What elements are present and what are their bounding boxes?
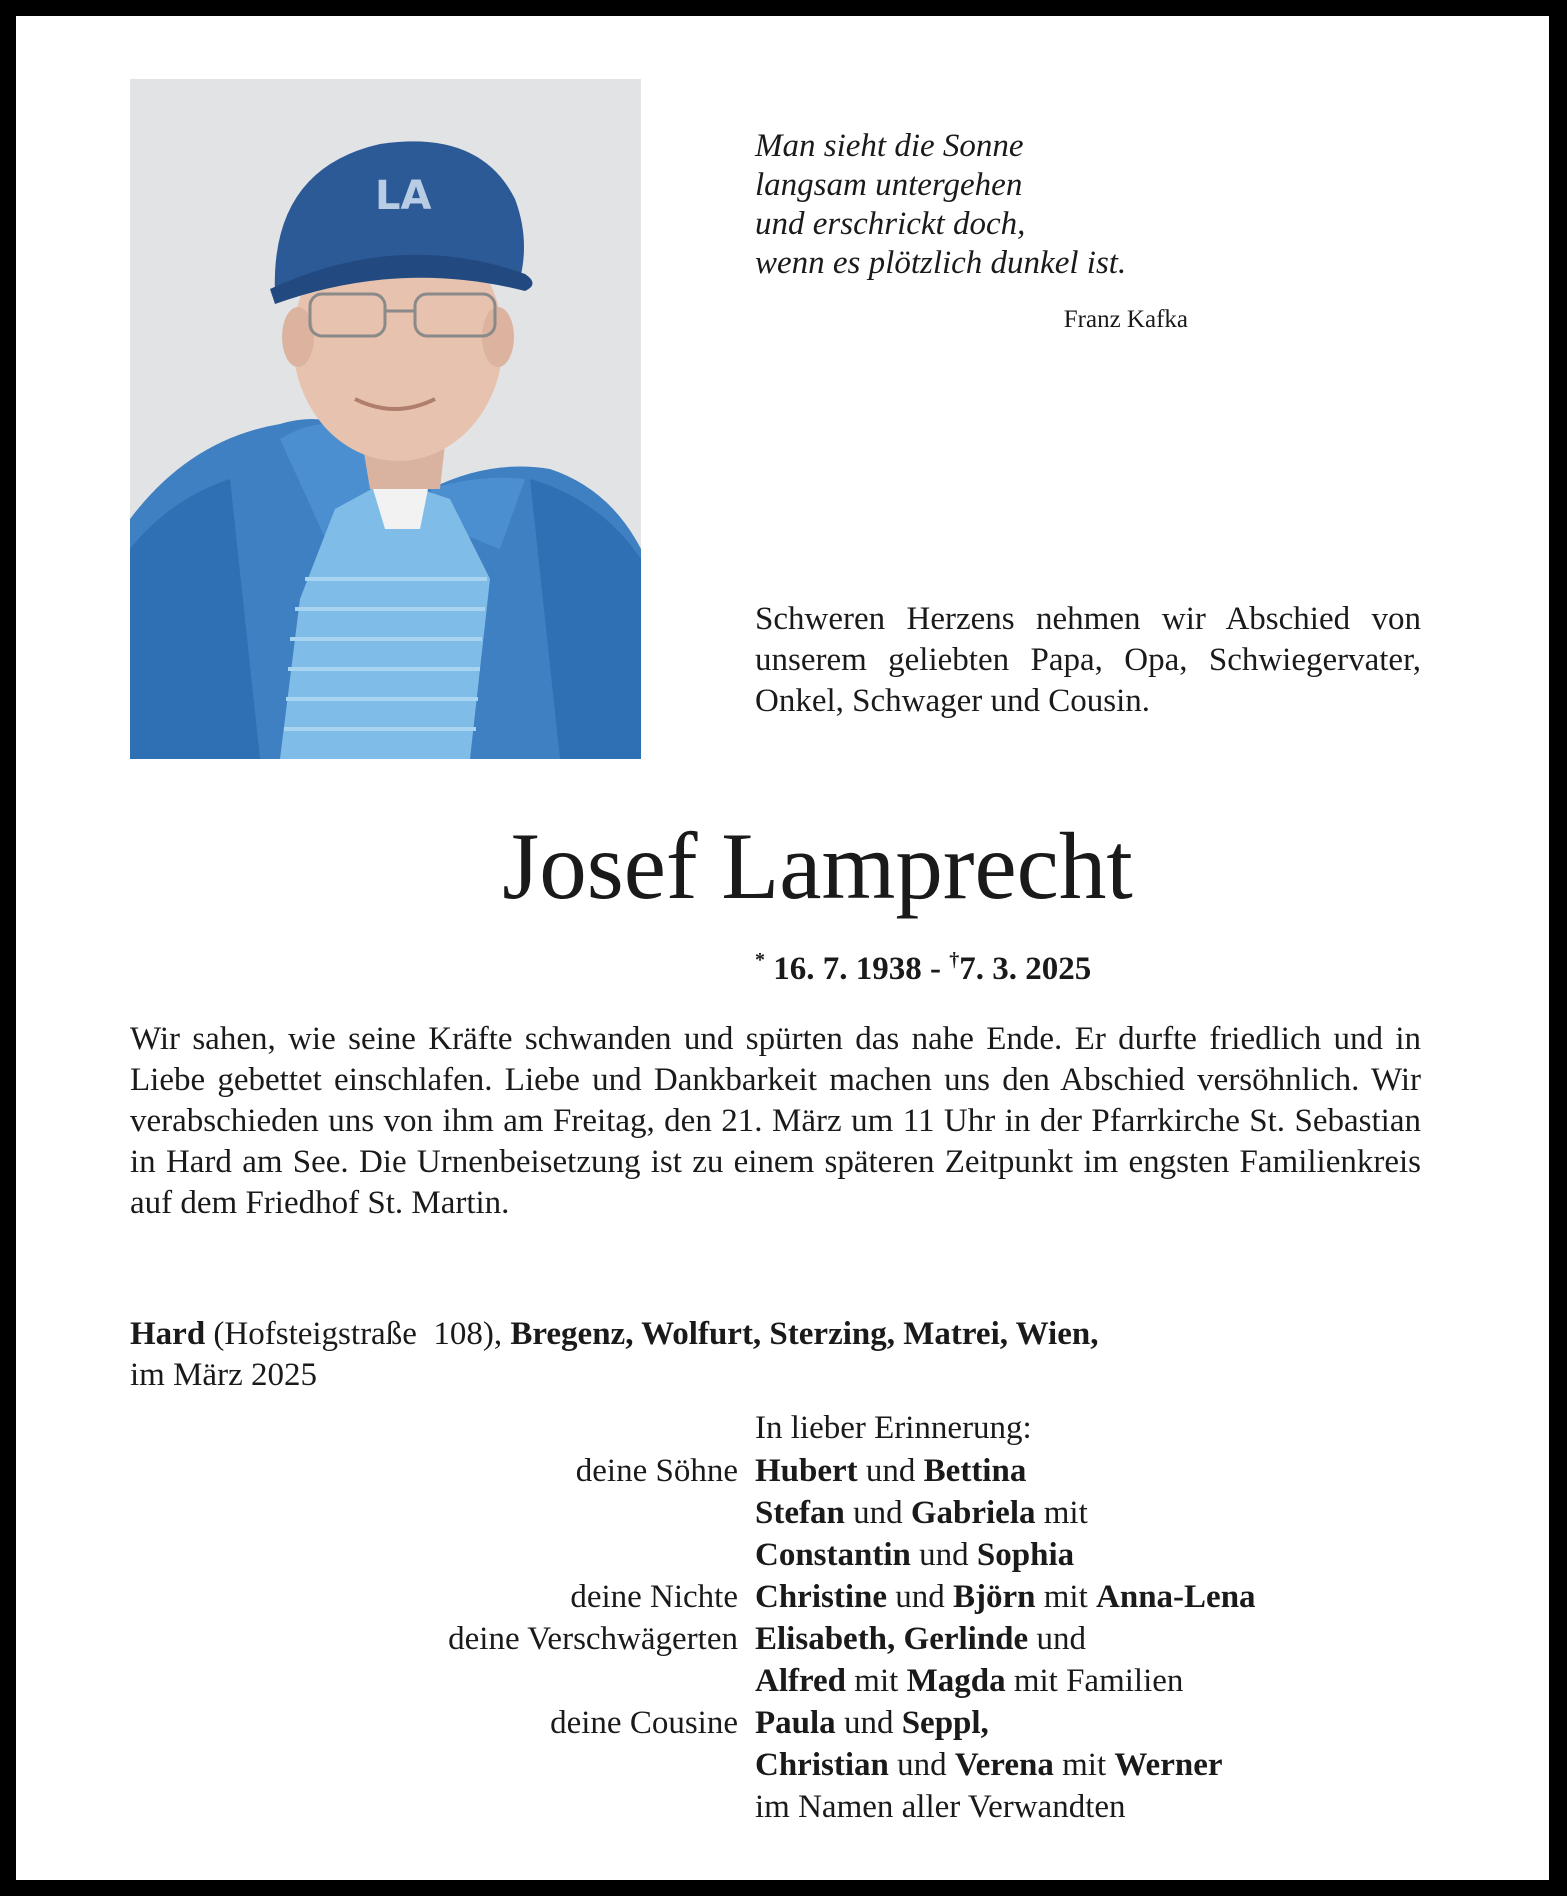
relative-name: Paula — [755, 1705, 836, 1741]
places-block — [130, 1314, 1430, 1396]
place-hard: Hard — [130, 1316, 206, 1352]
relation-names — [755, 1493, 1088, 1535]
relation-names — [755, 1661, 1183, 1703]
deceased-name: Josef Lamprecht — [502, 813, 1133, 919]
relative-name: Gabriela — [910, 1495, 1036, 1531]
connector: mit — [846, 1663, 907, 1699]
relative-name: Björn — [953, 1579, 1036, 1615]
relative-name: Christine — [755, 1579, 887, 1615]
connector: und — [1028, 1621, 1086, 1657]
connector: und — [857, 1453, 924, 1489]
memory-heading: In lieber Erinnerung: — [755, 1410, 1032, 1446]
relative-name: Sophia — [976, 1537, 1075, 1573]
death-symbol: † — [949, 949, 960, 971]
relation-names — [755, 1451, 1026, 1493]
relative-name: Werner — [1114, 1747, 1223, 1783]
portrait-photo — [130, 79, 641, 759]
relation-names — [755, 1703, 989, 1745]
closing-line: im Namen aller Verwandten — [755, 1789, 1126, 1825]
relative-name: Elisabeth, Gerlinde — [755, 1621, 1029, 1657]
relative-name: Magda — [906, 1663, 1006, 1699]
connector: mit — [1035, 1495, 1088, 1531]
connector: mit — [1053, 1747, 1115, 1783]
life-dates — [755, 951, 1255, 988]
relation-names — [755, 1535, 1074, 1577]
birth-date: 16. 7. 1938 — [773, 951, 922, 987]
relative-name: Bettina — [923, 1453, 1027, 1489]
relation-label-sons: deine Söhne — [575, 1453, 738, 1489]
connector: und — [835, 1705, 902, 1741]
relative-name: Alfred — [755, 1663, 847, 1699]
quote-author: Franz Kafka — [1063, 306, 1188, 333]
date-separator: - — [930, 951, 941, 987]
quote-line: wenn es plötzlich dunkel ist. — [755, 245, 1127, 281]
birth-symbol: * — [755, 949, 765, 971]
connector: mit — [1035, 1579, 1097, 1615]
kafka-quote — [755, 127, 1255, 283]
relative-name: Seppl, — [901, 1705, 989, 1741]
relation-label-cousin: deine Cousine — [550, 1705, 738, 1741]
intro-text: Schweren Herzens nehmen wir Abschied von unserem geliebten Papa, Opa, Schwiegervater, Onkel, Schwager und Cousin. — [755, 601, 1421, 719]
relative-name: Constantin — [755, 1537, 911, 1573]
place-date: im März 2025 — [130, 1357, 317, 1393]
relative-name: Stefan — [755, 1495, 845, 1531]
relation-label-niece: deine Nichte — [570, 1579, 738, 1615]
quote-line: Man sieht die Sonne — [755, 128, 1024, 164]
relative-name: Hubert — [755, 1453, 858, 1489]
relation-names — [755, 1577, 1256, 1619]
relation-label-inlaws: deine Verschwägerten — [448, 1621, 738, 1657]
connector: und — [888, 1747, 955, 1783]
svg-text:LA: LA — [375, 173, 432, 219]
body-text: Wir sahen, wie seine Kräfte schwanden und spürten das nahe Ende. Er durfte friedlich und in Liebe gebettet einschlafen. Liebe und Dankbarkeit machen uns den Abschied versöhnlich. Wir verabschieden uns von ihm am Freitag, den 21. März um 11 Uhr in der Pfarrkirche St. Sebastian in Hard am See. Die Urnenbeisetzung ist zu einem späteren Zeitpunkt im engsten Familienkreis auf dem Friedhof St. Martin. — [130, 1021, 1421, 1221]
relative-name: Christian — [755, 1747, 889, 1783]
connector: und — [844, 1495, 911, 1531]
relative-name: Verena — [954, 1747, 1054, 1783]
connector: und — [910, 1537, 977, 1573]
connector: mit Familien — [1005, 1663, 1184, 1699]
death-date: 7. 3. 2025 — [959, 951, 1092, 987]
relation-names — [755, 1745, 1223, 1787]
quote-line: langsam untergehen — [755, 167, 1023, 203]
obituary-sheet — [16, 16, 1549, 1880]
relative-name: Anna-Lena — [1096, 1579, 1256, 1615]
place-others: Bregenz, Wolfurt, Sterzing, Matrei, Wien, — [510, 1316, 1099, 1352]
quote-line: und erschrickt doch, — [755, 206, 1026, 242]
place-address: (Hofsteigstraße 108), — [205, 1316, 511, 1352]
connector: und — [887, 1579, 953, 1615]
relation-names — [755, 1619, 1086, 1661]
